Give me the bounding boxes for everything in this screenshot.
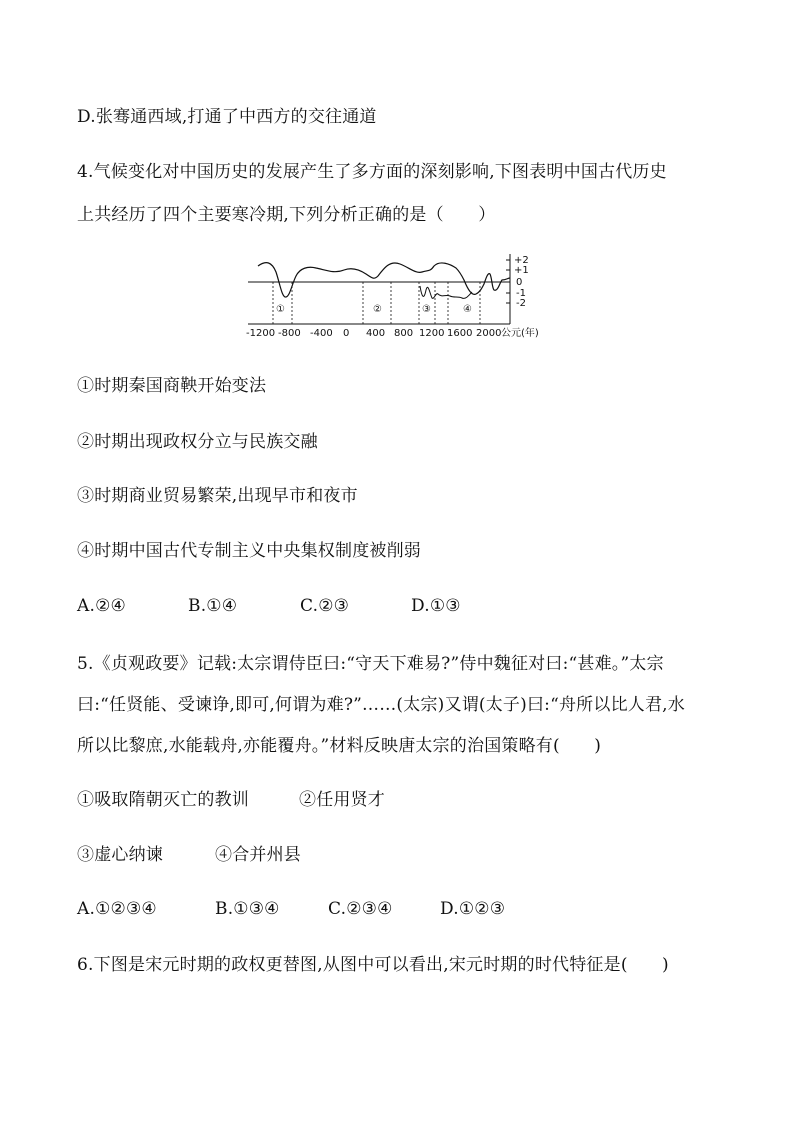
q5-option-b[interactable]: B.①③④ xyxy=(215,899,280,919)
question-5-line-1: 5.《贞观政要》记载:太宗谓侍臣曰:“守天下难易?”侍中魏征对曰:“甚难。”太宗 xyxy=(77,654,664,674)
x-tick-label: -800 xyxy=(278,328,301,339)
q4-option-b[interactable]: B.①④ xyxy=(188,596,238,616)
question-4-line-1: 4.气候变化对中国历史的发展产生了多方面的深刻影响,下图表明中国古代历史 xyxy=(77,162,667,182)
option-d-line: D.张骞通西域,打通了中西方的交往通道 xyxy=(77,107,377,127)
question-5-options xyxy=(77,898,505,920)
q5-option-d[interactable]: D.①②③ xyxy=(440,899,506,919)
period-markers xyxy=(273,282,480,324)
x-tick-label: 800 xyxy=(394,328,414,339)
x-tick-label: 1600 xyxy=(447,328,473,339)
climate-chart xyxy=(244,250,544,340)
statement-3: ③时期商业贸易繁荣,出现早市和夜市 xyxy=(77,486,358,506)
statement-4: ④时期中国古代专制主义中央集权制度被削弱 xyxy=(77,541,421,561)
question-5-line-3: 所以比黎庶,水能载舟,亦能覆舟。”材料反映唐太宗的治国策略有( ) xyxy=(77,736,602,756)
question-5-line-2: 曰:“任贤能、受谏诤,即可,何谓为难?”……(太宗)又谓(太子)曰:“舟所以比人君,水 xyxy=(77,695,685,715)
y-tick-label: 0 xyxy=(516,277,523,288)
x-tick-label: -1200 xyxy=(246,328,276,339)
question-5-statements-row-2 xyxy=(77,844,301,866)
question-6-line: 6.下图是宋元时期的政权更替图,从图中可以看出,宋元时期的时代特征是( ) xyxy=(77,955,669,975)
period-label-2: ② xyxy=(373,304,382,315)
q5-statement-4: ④合并州县 xyxy=(215,845,301,865)
q5-option-c[interactable]: C.②③④ xyxy=(328,899,393,919)
question-5-statements-row-1 xyxy=(77,789,385,811)
temperature-curve-detail xyxy=(420,286,472,298)
q5-statement-3: ③虚心纳谏 xyxy=(77,845,163,865)
q5-statement-2: ②任用贤才 xyxy=(299,790,385,810)
temperature-curve xyxy=(258,263,510,297)
x-tick-label: 2000 xyxy=(476,328,502,339)
statement-1: ①时期秦国商鞅开始变法 xyxy=(77,376,267,396)
x-tick-label: 400 xyxy=(366,328,386,339)
period-label-1: ① xyxy=(276,304,285,315)
x-axis-unit: 公元(年) xyxy=(501,328,539,339)
q4-option-a[interactable]: A.②④ xyxy=(77,596,126,616)
y-tick-label: -1 xyxy=(516,288,526,299)
x-tick-label: 0 xyxy=(343,328,350,339)
statement-2: ②时期出现政权分立与民族交融 xyxy=(77,432,318,452)
q4-option-d[interactable]: D.①③ xyxy=(411,596,461,616)
question-4-line-2: 上共经历了四个主要寒冷期,下列分析正确的是（ ） xyxy=(77,205,496,225)
question-4-options xyxy=(77,595,461,617)
q4-option-c[interactable]: C.②③ xyxy=(300,596,350,616)
y-tick-label: +2 xyxy=(514,255,529,266)
y-tick-label: +1 xyxy=(514,265,529,276)
q5-statement-1: ①吸取隋朝灭亡的教训 xyxy=(77,790,249,810)
period-label-3: ③ xyxy=(422,304,431,315)
y-tick-label: -2 xyxy=(516,298,526,309)
x-tick-label: -400 xyxy=(310,328,333,339)
period-label-4: ④ xyxy=(463,304,472,315)
x-tick-label: 1200 xyxy=(419,328,445,339)
q5-option-a[interactable]: A.①②③④ xyxy=(77,899,157,919)
